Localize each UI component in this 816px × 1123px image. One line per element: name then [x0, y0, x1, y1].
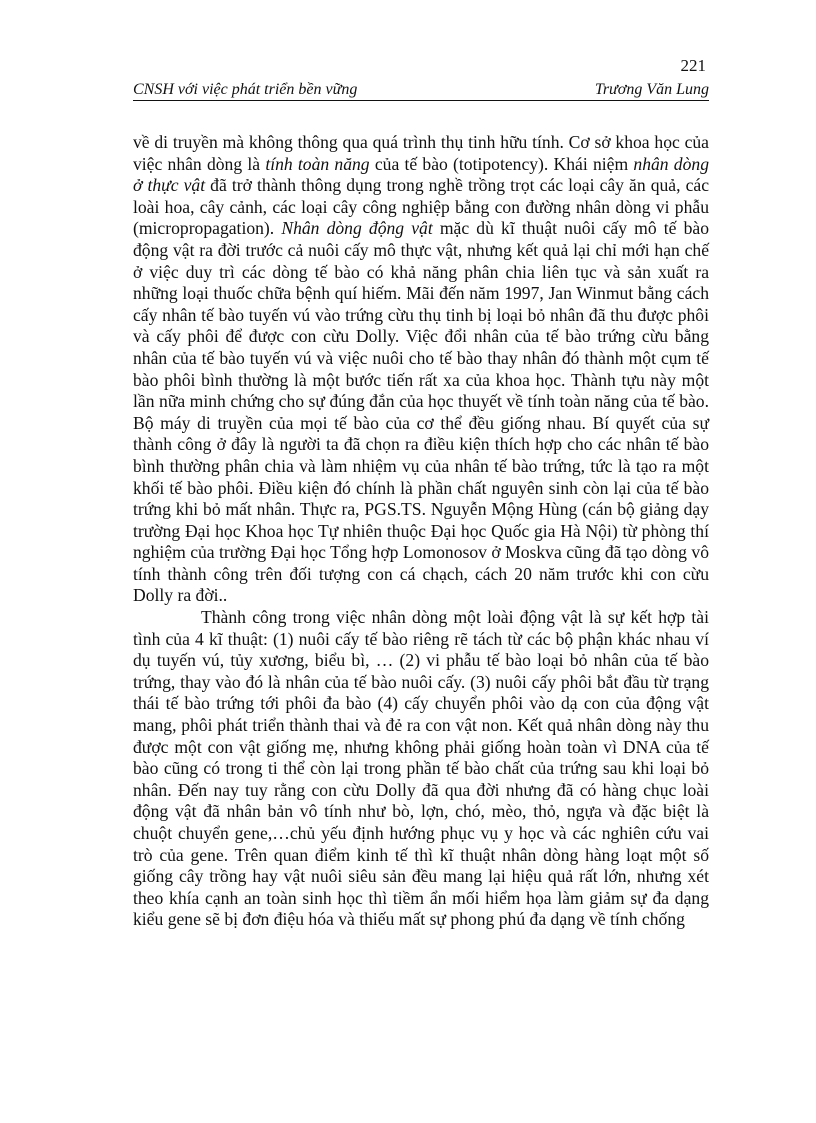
emphasis-animal-cloning: Nhân dòng động vật — [281, 218, 433, 239]
paragraph-1 — [133, 132, 709, 607]
emphasis-plant-cloning: nhân dòng ở thực vật — [133, 153, 709, 196]
paragraph-1-text-1: về di truyền mà không thông qua quá trình thụ tinh hữu tính. Cơ sở khoa học của việc nhân dòng là — [133, 132, 709, 174]
paragraph-2: Thành công trong việc nhân dòng một loài động vật là sự kết hợp tài tình của 4 kĩ thuật: (1) nuôi cấy tế bào riêng rẽ tách từ các bộ phận khác nhau ví dụ tuyến vú, tủy xương, biểu bì, … (2) vi phẫu tế bào loại bỏ nhân của tế bào trứng, thay vào đó là nhân của tế bào nuôi cấy. (3) nuôi cấy phôi bắt đầu từ trạng thái tế bào trứng tới phôi đa bào (4) cấy chuyển phôi vào dạ con của động vật mang, phôi phát triển thành thai và đẻ ra con vật non. Kết quả nhân dòng này thu được một con vật giống mẹ, nhưng không phải giống hoàn toàn vì DNA của tế bào cũng có trong ti thể còn lại trong phần tế bào chất của trứng sau khi loại bỏ nhân. Đến nay tuy rằng con cừu Dolly đã qua đời nhưng đã có hàng chục loài động vật đã nhân bản vô tính như bò, lợn, chó, mèo, thỏ, ngựa và đặc biệt là chuột chuyển gene,…chủ yếu định hướng phục vụ y học và các nghiên cứu vai trò của gene. Trên quan điểm kinh tế thì kĩ thuật nhân dòng hàng loạt một số giống cây trồng hay vật nuôi siêu sản đều mang lại hiệu quả rất lớn, nhưng xét theo khía cạnh an toàn sinh học thì tiềm ẩn mối hiểm họa làm giảm sự đa dạng kiểu gene sẽ bị đơn điệu hóa và thiếu mất sự phong phú đa dạng về tính chống — [133, 607, 709, 930]
body-text — [133, 132, 709, 931]
paragraph-1-text-2: của tế bào (totipotency). Khái niệm — [369, 153, 634, 174]
header-author: Trương Văn Lung — [594, 81, 709, 98]
paragraph-1-text-4: mặc dù kĩ thuật nuôi cấy mô tế bào động vật ra đời trước cả nuôi cấy mô thực vật, nhưng kết quả lại chỉ mới hạn chế ở việc duy trì các dòng tế bào có khả năng phân chia liên tục và sản xuất ra những loại thuốc chữa bệnh quí hiếm. Mãi đến năm 1997, Jan Winmut bằng cách cấy nhân tế bào tuyến vú vào trứng cừu thụ tinh bị loại bỏ nhân đã thu được phôi và cấy phôi để được con cừu Dolly. Việc đổi nhân của tế bào trứng cừu bằng nhân của tế bào tuyến vú và việc nuôi cho tế bào thay nhân đó thành một cụm tế bào phôi bình thường là một bước tiến rất xa của khoa học. Thành tựu này một lần nữa minh chứng cho sự đúng đắn của học thuyết về tính toàn năng của tế bào. Bộ máy di truyền của mọi tế bào của cơ thể đều giống nhau. Bí quyết của sự thành công ở đây là người ta đã chọn ra điều kiện thích hợp cho các nhân tế bào bình thường phân chia và làm nhiệm vụ của nhân tế bào trứng, tức là tạo ra một khối tế bào phôi. Điều kiện đó chính là phần chất nguyên sinh còn lại của tế bào trứng khi bỏ mất nhân. Thực ra, PGS.TS. Nguyễn Mộng Hùng (cán bộ giảng dạy trường Đại học Khoa học Tự nhiên thuộc Đại học Quốc gia Hà Nội) từ phòng thí nghiệm của trường Đại học Tổng hợp Lomonosov ở Moskva cũng đã tạo dòng vô tính thành công trên đối tượng con cá chạch, cách 20 năm trước khi con cừu Dolly ra đời.. — [133, 218, 709, 606]
paragraph-1-text-3: đã trở thành thông dụng trong nghề trồng trọt các loại cây ăn quả, các loài hoa, cây cảnh, các loại cây công nghiệp bằng con đường nhân dòng vi phẫu (micropropagation). — [133, 175, 709, 239]
page-number: 221 — [680, 56, 706, 75]
header-book-title: CNSH với việc phát triển bền vững — [133, 81, 358, 98]
running-header — [133, 80, 709, 101]
emphasis-totipotency: tính toàn năng — [265, 153, 370, 174]
